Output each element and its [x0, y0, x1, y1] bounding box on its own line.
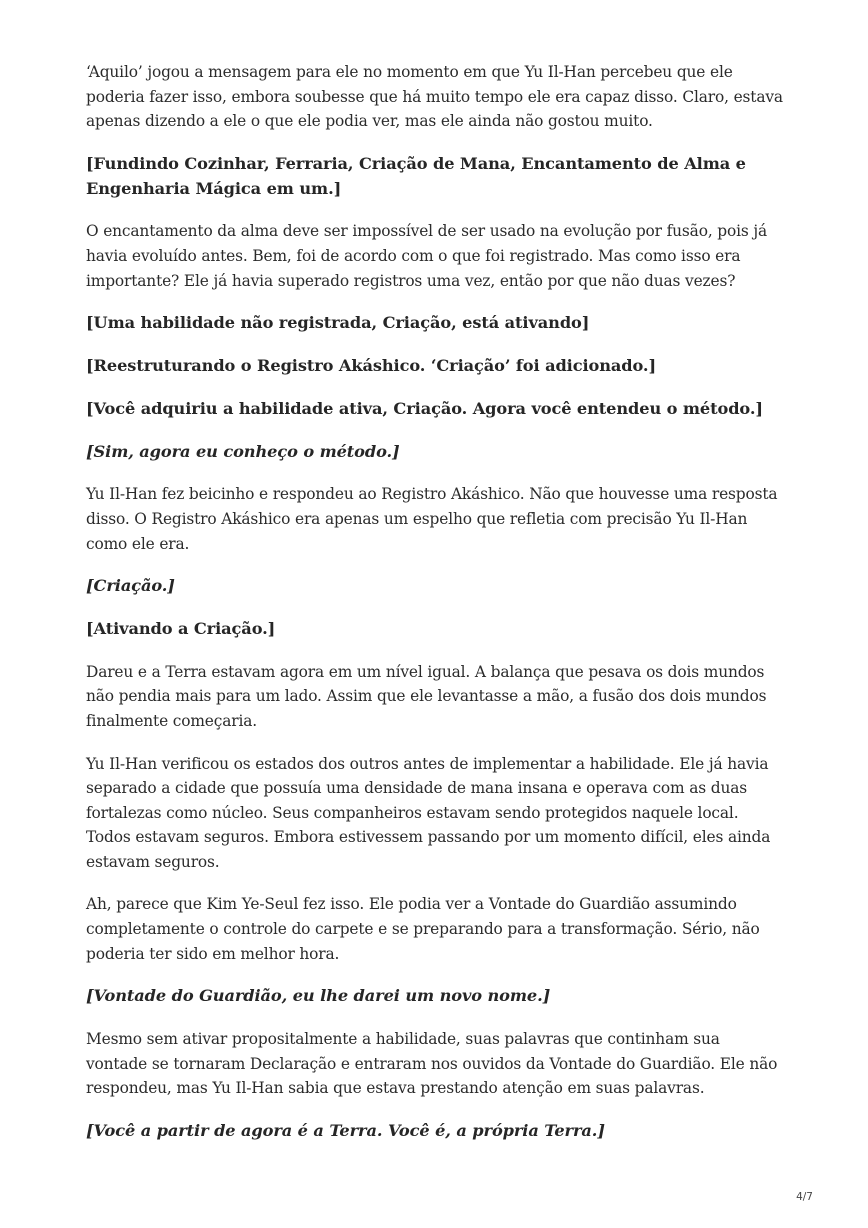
- text-line: [Sim, agora eu conheço o método.]: [86, 441, 400, 461]
- paragraph: [86, 219, 786, 293]
- text-line: importante? Ele já havia superado registros uma vez, então por que não duas vezes?: [86, 271, 736, 290]
- text-line: Engenharia Mágica em um.]: [86, 178, 342, 198]
- text-line: fortalezas como núcleo. Seus companheiros estavam sendo protegidos naquele local.: [86, 803, 739, 822]
- text-line: [Você adquiriu a habilidade ativa, Criação. Agora você entendeu o método.]: [86, 398, 763, 418]
- text-line: apenas dizendo a ele o que ele podia ver, mas ele ainda não gostou muito.: [86, 112, 653, 131]
- speech-line: [86, 1119, 786, 1144]
- text-line: como ele era.: [86, 534, 190, 553]
- text-line: Dareu e a Terra estavam agora em um nível igual. A balança que pesava os dois mundos: [86, 662, 765, 681]
- text-line: vontade se tornaram Declaração e entraram nos ouvidos da Vontade do Guardião. Ele não: [86, 1054, 778, 1073]
- text-line: Yu Il-Han fez beicinho e respondeu ao Registro Akáshico. Não que houvesse uma resposta: [86, 485, 778, 504]
- text-line: completamente o controle do carpete e se preparando para a transformação. Sério, não: [86, 920, 760, 939]
- document-page: [86, 60, 786, 1162]
- text-line: Mesmo sem ativar propositalmente a habilidade, suas palavras que continham sua: [86, 1030, 720, 1049]
- speech-line: [86, 440, 786, 465]
- text-line: finalmente começaria.: [86, 711, 258, 730]
- text-line: havia evoluído antes. Bem, foi de acordo com o que foi registrado. Mas como isso era: [86, 246, 741, 265]
- text-line: [Vontade do Guardião, eu lhe darei um novo nome.]: [86, 986, 551, 1006]
- text-line: poderia ter sido em melhor hora.: [86, 944, 340, 963]
- text-line: Yu Il-Han verificou os estados dos outros antes de implementar a habilidade. Ele já havia: [86, 754, 769, 773]
- paragraph: [86, 892, 786, 966]
- text-line: Ah, parece que Kim Ye-Seul fez isso. Ele podia ver a Vontade do Guardião assumindo: [86, 895, 737, 914]
- system-message: [86, 617, 786, 642]
- text-line: não pendia mais para um lado. Assim que ele levantasse a mão, a fusão dos dois mundos: [86, 687, 767, 706]
- paragraph: [86, 1027, 786, 1101]
- paragraph: [86, 752, 786, 875]
- paragraph: [86, 482, 786, 556]
- system-message: [86, 152, 786, 202]
- text-line: [Criação.]: [86, 576, 175, 596]
- text-line: [Você a partir de agora é a Terra. Você é, a própria Terra.]: [86, 1120, 605, 1140]
- speech-line: [86, 984, 786, 1009]
- text-line: ‘Aquilo’ jogou a mensagem para ele no momento em que Yu Il-Han percebeu que ele: [86, 63, 733, 81]
- system-message: [86, 397, 786, 422]
- system-message: [86, 311, 786, 336]
- text-line: Todos estavam seguros. Embora estivessem passando por um momento difícil, eles ainda: [86, 828, 771, 847]
- paragraph: [86, 60, 786, 134]
- text-line: [Fundindo Cozinhar, Ferraria, Criação de Mana, Encantamento de Alma e: [86, 153, 746, 173]
- paragraph: [86, 660, 786, 734]
- text-line: respondeu, mas Yu Il-Han sabia que estava prestando atenção em suas palavras.: [86, 1079, 705, 1098]
- text-line: poderia fazer isso, embora soubesse que há muito tempo ele era capaz disso. Claro, estava: [86, 87, 783, 106]
- text-line: [Reestruturando o Registro Akáshico. ‘Criação’ foi adicionado.]: [86, 355, 657, 375]
- text-line: O encantamento da alma deve ser impossível de ser usado na evolução por fusão, pois já: [86, 222, 768, 241]
- text-line: [Ativando a Criação.]: [86, 618, 276, 638]
- speech-line: [86, 574, 786, 599]
- text-line: separado a cidade que possuía uma densidade de mana insana e operava com as duas: [86, 779, 747, 798]
- text-line: [Uma habilidade não registrada, Criação, está ativando]: [86, 313, 590, 333]
- text-line: estavam seguros.: [86, 852, 220, 871]
- system-message: [86, 354, 786, 379]
- text-line: disso. O Registro Akáshico era apenas um espelho que refletia com precisão Yu Il-Han: [86, 509, 748, 528]
- page-number: 4/7: [796, 1191, 813, 1203]
